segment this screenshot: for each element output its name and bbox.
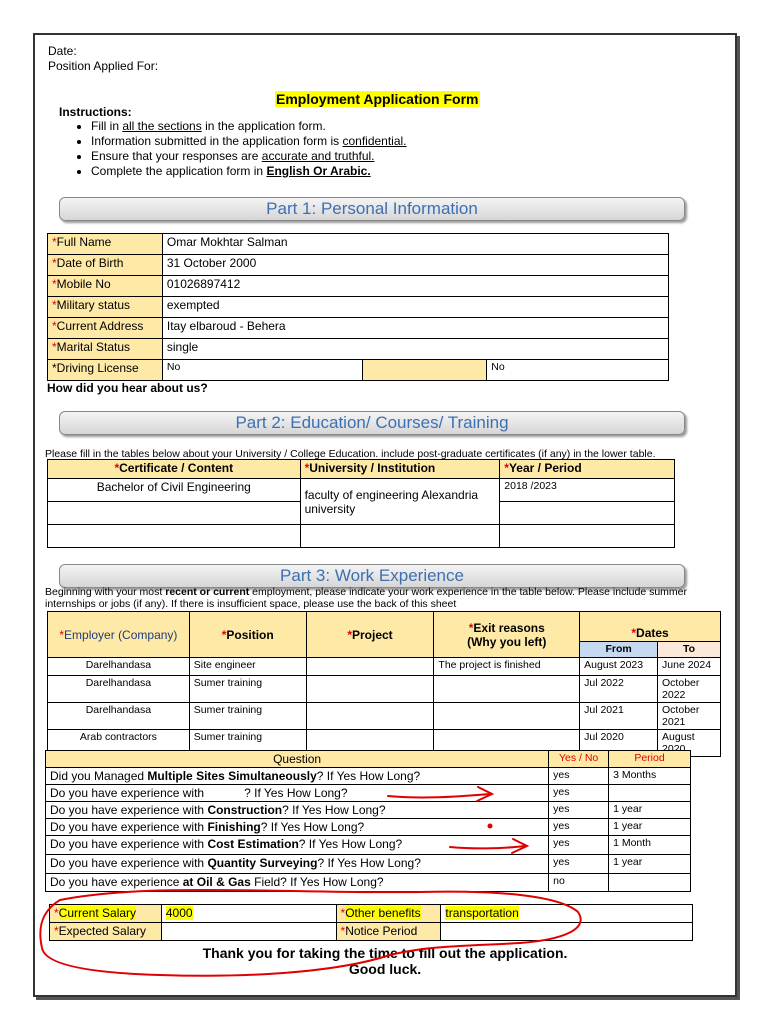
uni-cell[interactable]: faculty of engineering Alexandria university bbox=[300, 479, 500, 525]
employer-cell[interactable]: Darelhandasa bbox=[48, 676, 190, 703]
dates-header: Dates bbox=[636, 626, 669, 640]
to-header: To bbox=[658, 642, 721, 658]
project-cell[interactable] bbox=[306, 676, 434, 703]
form-page bbox=[33, 33, 737, 997]
driving-blank bbox=[362, 360, 487, 381]
period-cell[interactable]: 1 Month bbox=[609, 836, 691, 855]
other-benefits-field: transportation bbox=[445, 906, 519, 920]
marital-field[interactable]: single bbox=[162, 339, 668, 360]
uni-header: University / Institution bbox=[309, 461, 436, 475]
driving-field-1[interactable]: No bbox=[162, 360, 362, 381]
full-name-field[interactable]: Omar Mokhtar Salman bbox=[162, 234, 668, 255]
to-cell[interactable]: June 2024 bbox=[658, 658, 721, 676]
question-text: Do you have experience with Construction? If Yes How Long? bbox=[46, 802, 549, 819]
yesno-cell[interactable]: no bbox=[549, 874, 609, 892]
instructions-list bbox=[73, 119, 407, 179]
year-cell-empty[interactable] bbox=[500, 502, 675, 525]
question-header: Question bbox=[46, 751, 549, 768]
yesno-cell[interactable]: yes bbox=[549, 768, 609, 785]
period-cell[interactable] bbox=[609, 874, 691, 892]
yesno-cell[interactable]: yes bbox=[549, 785, 609, 802]
yesno-cell[interactable]: yes bbox=[549, 819, 609, 836]
salary-table: *Current Salary 4000 *Other benefits transportation *Expected Salary *Notice Period bbox=[49, 904, 693, 941]
closing-line-1: Thank you for taking the time to fill out the application. bbox=[202, 945, 568, 961]
from-cell[interactable]: Jul 2021 bbox=[580, 703, 658, 730]
mobile-label: Mobile No bbox=[56, 277, 111, 291]
yesno-cell[interactable]: yes bbox=[549, 802, 609, 819]
project-header: Project bbox=[352, 627, 393, 642]
from-header: From bbox=[580, 642, 658, 658]
form-title: Employment Application Form bbox=[276, 91, 479, 107]
instructions-title: Instructions: bbox=[59, 105, 132, 119]
expected-salary-label: Expected Salary bbox=[58, 924, 147, 938]
address-label: Current Address bbox=[56, 319, 144, 333]
military-label: Military status bbox=[56, 298, 131, 312]
other-benefits-label: Other benefits bbox=[345, 906, 421, 920]
to-cell[interactable]: October 2022 bbox=[658, 676, 721, 703]
question-text: Did you Managed Multiple Sites Simultaneously? If Yes How Long? bbox=[46, 768, 549, 785]
to-cell[interactable]: August 2020 bbox=[658, 730, 721, 757]
period-header: Period bbox=[609, 751, 691, 768]
question-text: Do you have experience with Quantity Surveying? If Yes How Long? bbox=[46, 855, 549, 874]
period-cell[interactable]: 1 year bbox=[609, 802, 691, 819]
part3-banner: Part 3: Work Experience bbox=[59, 564, 685, 588]
instruction-item: • Fill in all the sections in the application form. bbox=[91, 119, 407, 134]
part2-note: Please fill in the tables below about your University / College Education. include post-graduate certificates (if any) in the lower table. bbox=[45, 448, 656, 460]
hear-about-label: How did you hear about us? bbox=[47, 381, 208, 395]
exit-cell[interactable] bbox=[434, 703, 580, 730]
position-cell[interactable]: Sumer training bbox=[189, 703, 306, 730]
work-experience-table: *Employer (Company) *Position *Project *Exit reasons (Why you left) *Dates From To Darelhandasa Site engineer The project is finished August 2023 June 2024 Darelhandasa Sumer training Jul 2022 October 2022 Darelhandasa Sumer training Jul 2021 October 2021 Arab contractors Sumer training Jul 2020 August 2020 bbox=[47, 611, 721, 757]
period-cell[interactable]: 3 Months bbox=[609, 768, 691, 785]
closing-line-2: Good luck. bbox=[348, 961, 422, 977]
position-cell[interactable]: Sumer training bbox=[189, 730, 306, 757]
notice-period-label: Notice Period bbox=[345, 924, 418, 938]
year-cell[interactable]: 2018 /2023 bbox=[500, 479, 675, 502]
expected-salary-field[interactable] bbox=[161, 923, 336, 941]
period-cell[interactable] bbox=[609, 785, 691, 802]
exit-header-2: (Why you left) bbox=[467, 634, 547, 649]
position-cell[interactable]: Site engineer bbox=[189, 658, 306, 676]
from-cell[interactable]: Jul 2020 bbox=[580, 730, 658, 757]
yesno-header: Yes / No bbox=[549, 751, 609, 768]
position-header: Position bbox=[226, 627, 274, 642]
dob-label: Date of Birth bbox=[56, 256, 124, 270]
full-name-label: Full Name bbox=[56, 235, 112, 249]
employer-header: Employer (Company) bbox=[64, 627, 178, 642]
marital-label: Marital Status bbox=[56, 340, 131, 354]
question-text: Do you have experience at Oil & Gas Field? If Yes How Long? bbox=[46, 874, 549, 892]
current-salary-field: 4000 bbox=[165, 906, 193, 920]
project-cell[interactable] bbox=[306, 703, 434, 730]
instruction-item: • Information submitted in the application form is confidential. bbox=[91, 134, 407, 149]
date-label: Date: bbox=[48, 44, 77, 58]
address-field[interactable]: Itay elbaroud - Behera bbox=[162, 318, 668, 339]
cert-cell-empty[interactable] bbox=[48, 525, 301, 548]
employer-cell[interactable]: Darelhandasa bbox=[48, 703, 190, 730]
uni-cell-empty[interactable] bbox=[300, 525, 500, 548]
question-text: Do you have experience with ? If Yes How Long? bbox=[46, 785, 549, 802]
personal-info-table: *Full Name Omar Mokhtar Salman *Date of Birth 31 October 2000 *Mobile No 01026897412 *Military status exempted *Current Address Itay elbaroud - Behera *Marital Status single *Driving License No No bbox=[47, 233, 669, 381]
year-cell-empty[interactable] bbox=[500, 525, 675, 548]
question-text: Do you have experience with Cost Estimation? If Yes How Long? bbox=[46, 836, 549, 855]
part1-banner: Part 1: Personal Information bbox=[59, 197, 685, 221]
cert-cell[interactable]: Bachelor of Civil Engineering bbox=[48, 479, 301, 502]
position-cell[interactable]: Sumer training bbox=[189, 676, 306, 703]
mobile-field[interactable]: 01026897412 bbox=[162, 276, 668, 297]
employer-cell[interactable]: Arab contractors bbox=[48, 730, 190, 757]
period-cell[interactable]: 1 year bbox=[609, 819, 691, 836]
cert-header: Certificate / Content bbox=[119, 461, 234, 475]
period-cell[interactable]: 1 year bbox=[609, 855, 691, 874]
instruction-item: • Complete the application form in English Or Arabic. bbox=[91, 164, 407, 179]
part3-note: Beginning with your most recent or current employment, please indicate your work experience in the table below. Please include summer internships or jobs (if any). If there is insufficient space, please use the back of this sheet bbox=[45, 586, 687, 610]
part2-banner: Part 2: Education/ Courses/ Training bbox=[59, 411, 685, 435]
driving-label: *Driving License bbox=[48, 360, 163, 381]
from-cell[interactable]: Jul 2022 bbox=[580, 676, 658, 703]
exit-cell[interactable]: The project is finished bbox=[434, 658, 580, 676]
military-field[interactable]: exempted bbox=[162, 297, 668, 318]
to-cell[interactable]: October 2021 bbox=[658, 703, 721, 730]
yesno-cell[interactable]: yes bbox=[549, 836, 609, 855]
current-salary-label: Current Salary bbox=[58, 906, 137, 920]
header-block bbox=[48, 44, 158, 74]
cert-cell-empty[interactable] bbox=[48, 502, 301, 525]
dob-field[interactable]: 31 October 2000 bbox=[162, 255, 668, 276]
position-label: Position Applied For: bbox=[48, 59, 159, 73]
exit-header: Exit reasons bbox=[473, 620, 545, 635]
yesno-cell[interactable]: yes bbox=[549, 855, 609, 874]
project-cell[interactable] bbox=[306, 658, 434, 676]
driving-field-2[interactable]: No bbox=[487, 360, 669, 381]
notice-period-field[interactable] bbox=[441, 923, 693, 941]
questions-table bbox=[45, 750, 691, 892]
instruction-item: • Ensure that your responses are accurate and truthful. bbox=[91, 149, 407, 164]
question-text: Do you have experience with Finishing? If Yes How Long? bbox=[46, 819, 549, 836]
closing-message bbox=[35, 945, 735, 977]
exit-cell[interactable] bbox=[434, 676, 580, 703]
employer-cell[interactable]: Darelhandasa bbox=[48, 658, 190, 676]
from-cell[interactable]: August 2023 bbox=[580, 658, 658, 676]
education-table: *Certificate / Content *University / Institution *Year / Period Bachelor of Civil Engineering faculty of engineering Alexandria university 2018 /2023 bbox=[47, 459, 675, 548]
year-header: Year / Period bbox=[508, 461, 582, 475]
